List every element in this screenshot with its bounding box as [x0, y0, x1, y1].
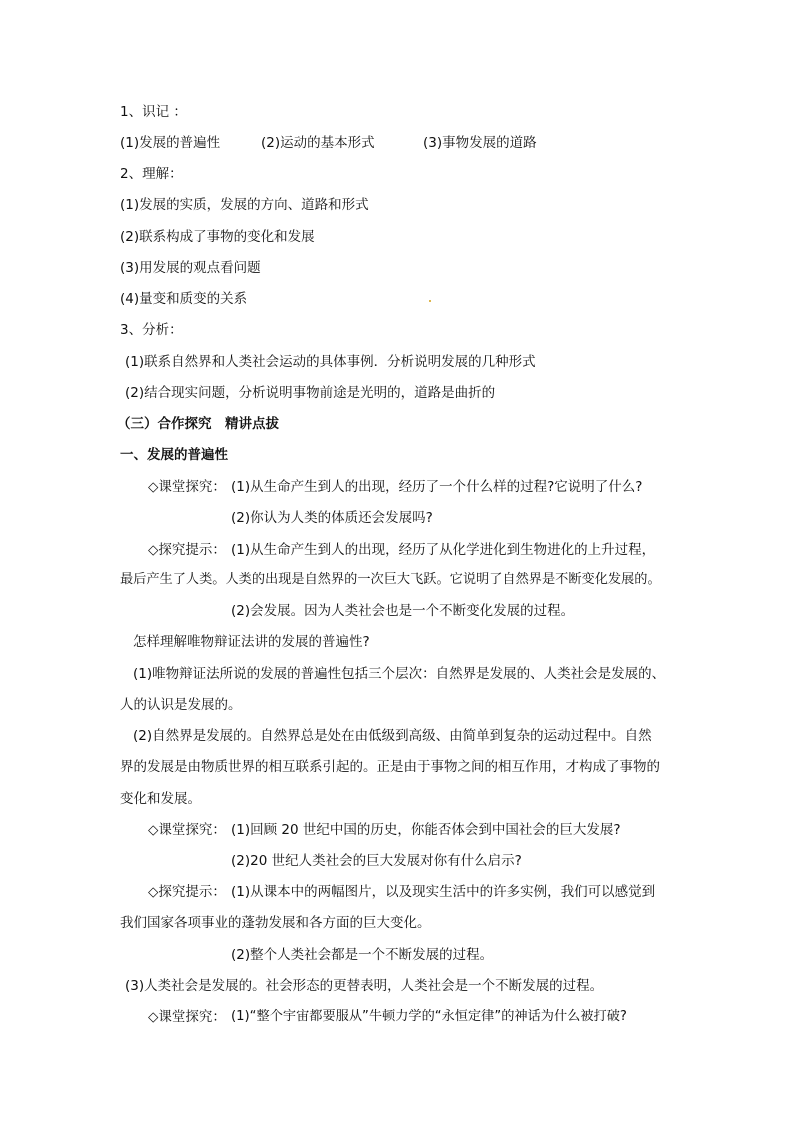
explain-1-line2: 人的认识是发展的。: [120, 697, 242, 713]
inquiry-label-3: ◇课堂探究：: [148, 1009, 226, 1025]
hint-answer-2-2: (2)整个人类社会都是一个不断发展的过程。: [231, 947, 494, 963]
hint-answer-2-1-line2: 我们国家各项事业的蓬勃发展和各方面的巨大变化。: [120, 915, 431, 931]
stray-dot-mark: [429, 300, 431, 302]
hint-answer-2-1-line1: (1)从课本中的两幅图片，以及现实生活中的许多实例，我们可以感觉到: [231, 884, 656, 900]
explain-2-line3: 变化和发展。: [120, 791, 201, 807]
hint-answer-1-1-line1: (1)从生命产生到人的出现，经历了从化学进化到生物进化的上升过程，: [231, 542, 656, 558]
inquiry-question-2-2: (2)20 世纪人类社会的巨大发展对你有什么启示?: [231, 853, 522, 869]
section-title: （三）合作探究 精讲点拔: [117, 416, 279, 432]
inquiry-question-3-1: (1)“整个宇宙都要服从”牛顿力学的“永恒定律”的神话为什么被打破?: [231, 1009, 627, 1024]
hint-label-1: ◇探究提示：: [148, 542, 226, 558]
inquiry-question-1-1: (1)从生命产生到人的出现，经历了一个什么样的过程?它说明了什么?: [231, 479, 643, 495]
analyze-item-2: (2)结合现实问题，分析说明事物前途是光明的，道路是曲折的: [125, 385, 496, 401]
recall-item-3: (3)事物发展的道路: [423, 135, 537, 151]
understand-item-3: (3)用发展的观点看问题: [120, 260, 261, 276]
analyze-heading: 3、分析：: [120, 322, 183, 338]
explain-1-line1: (1)唯物辩证法所说的发展的普遍性包括三个层次：自然界是发展的、人类社会是发展的、: [133, 666, 666, 682]
explain-3: (3)人类社会是发展的。社会形态的更替表明，人类社会是一个不断发展的过程。: [125, 978, 604, 994]
recall-heading: 1、识记 ：: [120, 104, 187, 120]
recall-item-1: (1)发展的普遍性: [120, 135, 221, 151]
analyze-item-1: (1)联系自然界和人类社会运动的具体事例．分析说明发展的几种形式: [125, 354, 536, 370]
understand-heading: 2、理解：: [120, 166, 183, 182]
hint-answer-1-2: (2)会发展。因为人类社会也是一个不断变化发展的过程。: [231, 603, 575, 619]
understand-item-1: (1)发展的实质，发展的方向、道路和形式: [120, 197, 369, 213]
understand-item-2: (2)联系构成了事物的变化和发展: [120, 229, 315, 245]
understand-item-4: (4)量变和质变的关系: [120, 291, 248, 307]
hint-answer-1-1-line2: 最后产生了人类。人类的出现是自然界的一次巨大飞跃。它说明了自然界是不断变化发展的。: [120, 572, 661, 587]
inquiry-label-1: ◇课堂探究：: [148, 479, 226, 495]
explain-2-line1: (2)自然界是发展的。自然界总是处在由低级到高级、由简单到复杂的运动过程中。自然: [133, 728, 652, 744]
hint-label-2: ◇探究提示：: [148, 884, 226, 900]
recall-item-2: (2)运动的基本形式: [261, 135, 375, 151]
explain-2-line2: 界的发展是由物质世界的相互联系引起的。正是由于事物之间的相互作用，才构成了事物的: [120, 759, 660, 775]
inquiry-question-1-2: (2)你认为人类的体质还会发展吗?: [231, 510, 433, 526]
inquiry-question-2-1: (1)回顾 20 世纪中国的历史，你能否体会到中国社会的巨大发展?: [231, 822, 621, 838]
question-heading: 怎样理解唯物辩证法讲的发展的普遍性?: [133, 634, 370, 650]
inquiry-label-2: ◇课堂探究：: [148, 822, 226, 838]
section-subtitle: 一、发展的普遍性: [120, 447, 228, 463]
